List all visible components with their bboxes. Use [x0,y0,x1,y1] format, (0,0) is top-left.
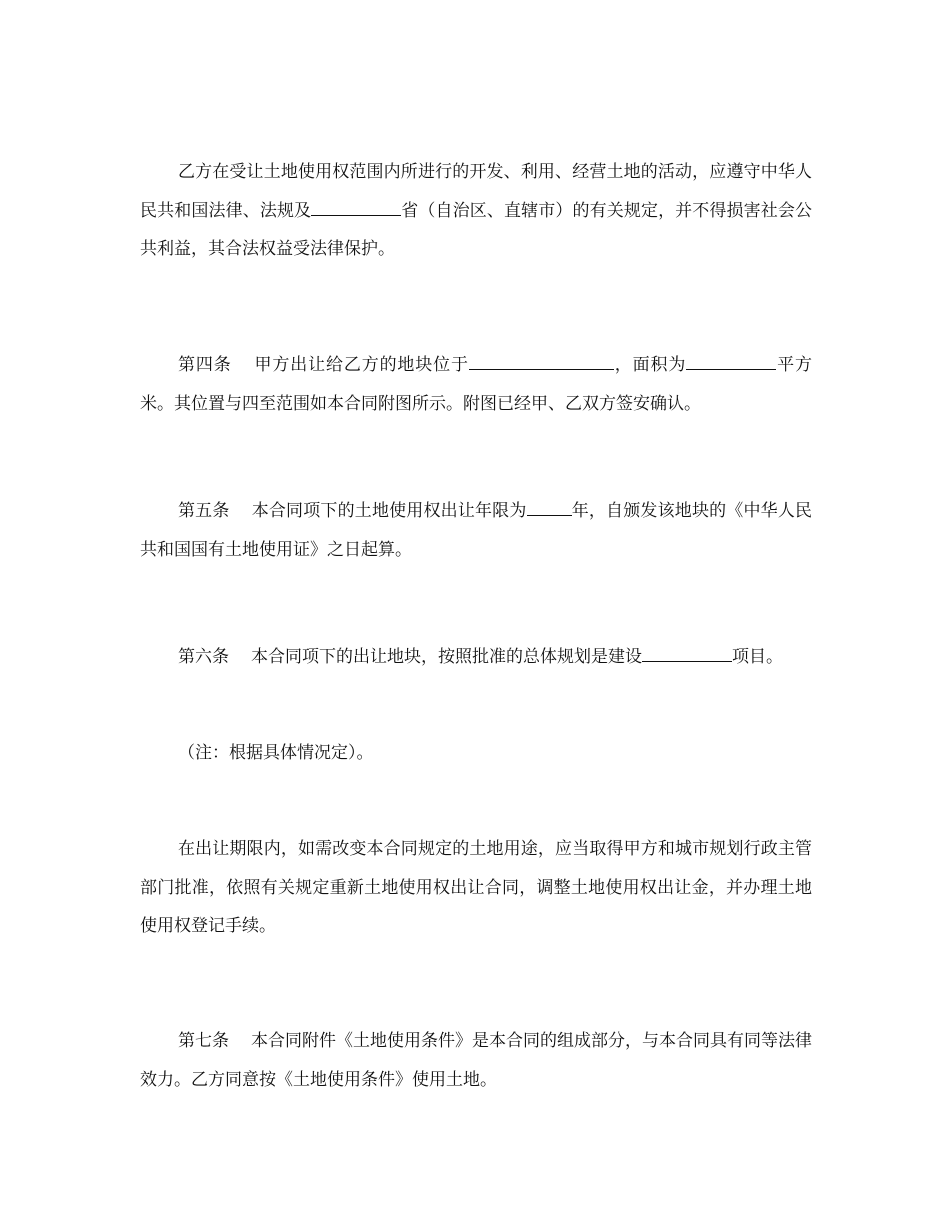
article-4-text-b: ，面积为 [613,355,687,375]
paragraph-land-use-change-text: 在出让期限内，如需改变本合同规定的土地用途，应当取得甲方和城市规划行政主管部门批准，依照有关规定重新土地使用权出让合同，调整土地使用权出让金，并办理土地使用权登记手续。 [140,839,812,936]
article-7-number: 第七条 [178,1031,229,1051]
article-6-text-b: 项目。 [732,647,783,667]
article-4-number: 第四条 [178,355,232,375]
article-5-text-b: 年，自颁发该地块的《中华人民共和国国有土地使用证》之日起算。 [140,501,813,560]
province-blank[interactable] [311,198,401,216]
article-4-text-a: 甲方出让给乙方的地块位于 [253,355,469,375]
article-5 [140,492,812,569]
article-7-text: 本合同附件《土地使用条件》是本合同的组成部分，与本合同具有同等法律效力。乙方同意按《土地使用条件》使用土地。 [140,1031,812,1090]
paragraph-compliance [140,153,812,269]
article-6-text-a: 本合同项下的出让地块，按照批准的总体规划是建设 [251,647,642,667]
term-years-blank[interactable] [527,498,572,516]
note-text: （注：根据具体情况定）。 [178,743,374,763]
project-blank[interactable] [642,644,732,662]
area-blank[interactable] [686,352,776,370]
article-5-number: 第五条 [178,501,230,521]
paragraph-land-use-change [140,830,812,946]
article-7 [140,1022,812,1099]
article-6 [140,638,812,677]
article-4-text-c: 平方米。其位置与四至范围如本合同附图所示。附图已经甲、乙双方签安确认。 [140,355,813,414]
paragraph-compliance-text-a: 乙方在受让土地使用权范围内所进行的开发、利用、经营土地的活动，应遵守中华人民共和国法律、法规及 [140,162,812,221]
article-6-number: 第六条 [178,647,229,667]
article-5-text-a: 本合同项下的土地使用权出让年限为 [251,501,527,521]
location-blank[interactable] [469,352,614,370]
paragraph-compliance-text-b: 省（自治区、直辖市）的有关规定，并不得损害社会公共利益，其合法权益受法律保护。 [140,200,813,259]
note [140,734,812,773]
article-4 [140,346,812,423]
